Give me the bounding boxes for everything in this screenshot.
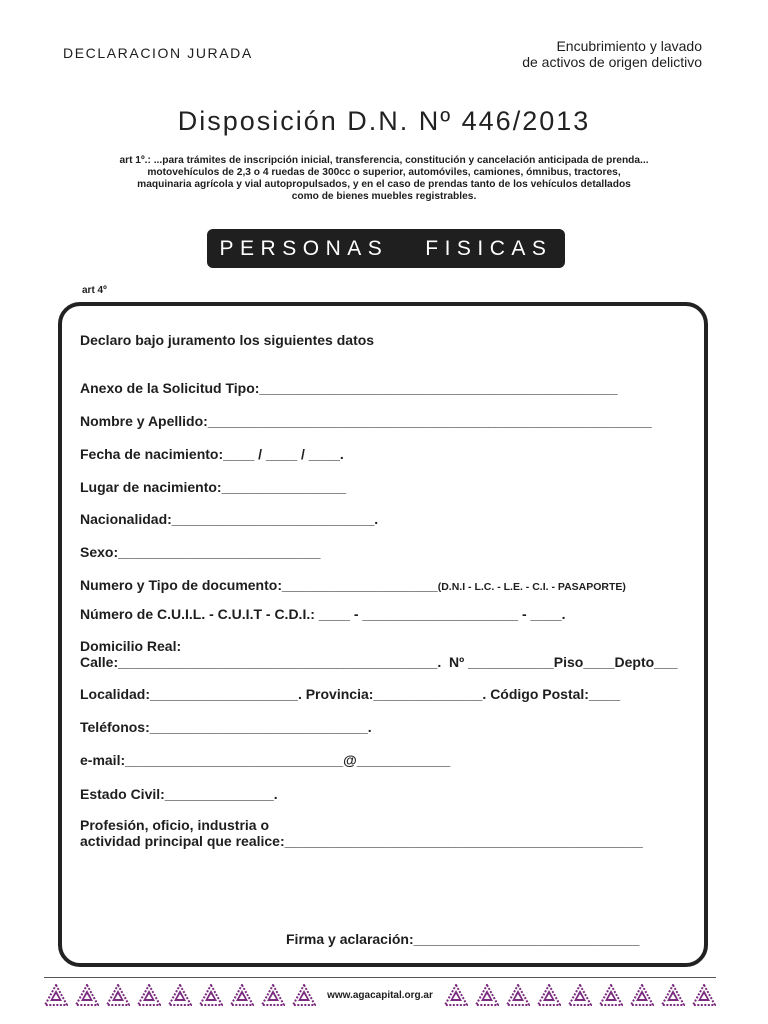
field-nacionalidad[interactable]: Nacionalidad:__________________________. bbox=[80, 511, 379, 527]
field-firma[interactable]: Firma y aclaración:_____________________________ bbox=[286, 931, 640, 947]
field-estado-civil[interactable]: Estado Civil:______________. bbox=[80, 786, 278, 802]
field-nombre-apellido[interactable]: Nombre y Apellido:_________________________________________________________ bbox=[80, 413, 652, 429]
form-intro: Declaro bajo juramento los siguientes datos bbox=[80, 332, 375, 348]
field-anexo[interactable]: Anexo de la Solicitud Tipo:______________________________________________ bbox=[80, 380, 618, 396]
footer-icons-left bbox=[44, 984, 316, 1006]
art1-line2: motovehículos de 2,3 o 4 ruedas de 300cc o superior, automóviles, camiones, ómnibus, tractores, bbox=[147, 167, 621, 178]
triangle-logo-icon bbox=[661, 984, 685, 1006]
document-title: Disposición D.N. Nº 446/2013 bbox=[177, 106, 591, 136]
field-sexo[interactable]: Sexo:__________________________ bbox=[80, 544, 321, 560]
field-domicilio-label: Domicilio Real: bbox=[80, 638, 182, 654]
triangle-logo-icon bbox=[599, 984, 623, 1006]
triangle-logo-icon bbox=[568, 984, 592, 1006]
field-profesion-label: Profesión, oficio, industria o bbox=[80, 817, 270, 833]
footer-divider bbox=[44, 977, 716, 978]
footer bbox=[44, 984, 716, 1006]
triangle-logo-icon bbox=[630, 984, 654, 1006]
section-banner bbox=[207, 229, 565, 268]
form-frame bbox=[58, 302, 708, 967]
header-left-title: DECLARACION JURADA bbox=[63, 45, 253, 61]
field-telefonos[interactable]: Teléfonos:____________________________. bbox=[80, 719, 372, 735]
field-documento-label: Numero y Tipo de documento:____________________ bbox=[80, 577, 438, 593]
field-calle[interactable]: Calle:_________________________________________. Nº ___________Piso____Depto___ bbox=[80, 654, 678, 670]
article-4-label: art 4º bbox=[82, 285, 107, 296]
field-documento-tipos: (D.N.I - L.C. - L.E. - C.I. - PASAPORTE) bbox=[437, 581, 626, 593]
triangle-logo-icon bbox=[44, 984, 68, 1006]
triangle-logo-icon bbox=[137, 984, 161, 1006]
field-cuil[interactable]: Número de C.U.I.L. - C.U.I.T - C.D.I.: ____ - ____________________ - ____. bbox=[80, 606, 566, 622]
triangle-logo-icon bbox=[261, 984, 285, 1006]
triangle-logo-icon bbox=[106, 984, 130, 1006]
triangle-logo-icon bbox=[292, 984, 316, 1006]
triangle-logo-icon bbox=[230, 984, 254, 1006]
header-right-line1: Encubrimiento y lavado bbox=[556, 38, 702, 54]
triangle-logo-icon bbox=[75, 984, 99, 1006]
field-email[interactable]: e-mail:____________________________@____________ bbox=[80, 752, 451, 768]
footer-url[interactable]: www.agacapital.org.ar bbox=[327, 989, 433, 1001]
field-documento[interactable] bbox=[80, 577, 626, 596]
field-localidad[interactable]: Localidad:___________________. Provincia:______________. Código Postal:____ bbox=[80, 686, 621, 702]
triangle-logo-icon bbox=[168, 984, 192, 1006]
triangle-logo-icon bbox=[506, 984, 530, 1006]
field-fecha-nacimiento[interactable]: Fecha de nacimiento:____ / ____ / ____. bbox=[80, 446, 344, 462]
triangle-logo-icon bbox=[475, 984, 499, 1006]
art1-line3: maquinaria agrícola y vial autopropulsados, y en el caso de prendas tanto de los vehículos detallados bbox=[137, 179, 631, 190]
header-right-line2: de activos de origen delictivo bbox=[522, 54, 702, 70]
triangle-logo-icon bbox=[692, 984, 716, 1006]
footer-icons-right bbox=[444, 984, 716, 1006]
triangle-logo-icon bbox=[444, 984, 468, 1006]
art1-line4: como de bienes muebles registrables. bbox=[291, 191, 477, 202]
triangle-logo-icon bbox=[537, 984, 561, 1006]
banner-label: PERSONAS FISICAS bbox=[219, 236, 553, 260]
field-profesion[interactable]: actividad principal que realice:______________________________________________ bbox=[80, 833, 643, 849]
article-1-text bbox=[70, 155, 698, 203]
header-right-subtitle bbox=[442, 38, 702, 70]
triangle-logo-icon bbox=[199, 984, 223, 1006]
field-lugar-nacimiento[interactable]: Lugar de nacimiento:________________ bbox=[80, 479, 347, 495]
art1-line1: art 1º.: ...para trámites de inscripción inicial, transferencia, constitución y cancelación anticipada de prenda... bbox=[119, 155, 649, 166]
